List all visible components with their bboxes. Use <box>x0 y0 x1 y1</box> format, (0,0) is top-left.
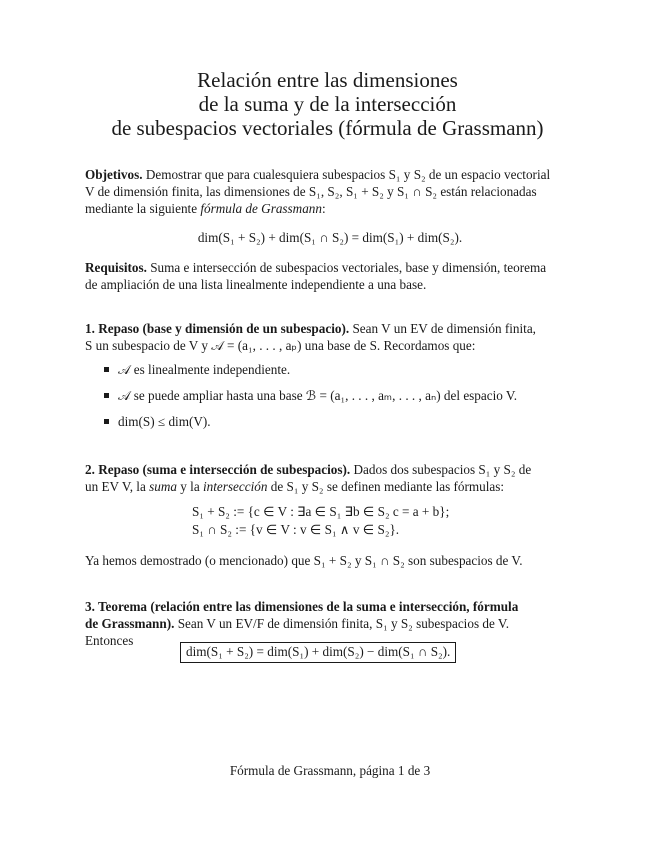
page-footer: Fórmula de Grassmann, página 1 de 3 <box>229 763 431 778</box>
bullet-icon <box>104 419 109 424</box>
section-2-text-2e: de S₁ y S₂ se definen mediante las fórmulas: <box>270 479 505 494</box>
section-2-definitions <box>192 503 449 539</box>
section-2-heading: 2. Repaso (suma e intersección de subespacios). <box>85 462 351 477</box>
title-line-1: Relación entre las dimensiones <box>197 68 458 92</box>
grassmann-formula: dim(S₁ + S₂) = dim(S₁) + dim(S₂) − dim(S₁ ∩ S₂). <box>186 644 451 659</box>
objetivos-text-2: V de dimensión finita, las dimensiones de S₁, S₂, S₁ + S₂ y S₁ ∩ S₂ están relacionadas <box>85 184 537 199</box>
document-title <box>60 68 595 140</box>
section-3-heading-2: de Grassmann). <box>85 616 175 631</box>
section-1-heading: 1. Repaso (base y dimensión de un subespacio). <box>85 321 350 336</box>
objetivos-text-3b: fórmula de Grassmann <box>200 201 322 216</box>
list-item: dim(S) ≤ dim(V). <box>104 414 211 430</box>
objetivos-text-3c: : <box>321 201 326 216</box>
bullet-icon <box>104 367 109 372</box>
section-3-text-1: Sean V un EV/F de dimensión finita, S₁ y S₂ subespacios de V. <box>177 616 509 631</box>
section-2-conclusion <box>85 552 575 569</box>
title-line-2: de la suma y de la intersección <box>198 92 457 116</box>
section-3-heading-1: 3. Teorema (relación entre las dimensiones de la suma e intersección, fórmula <box>85 599 519 614</box>
section-2-text-2c: y la <box>180 479 200 494</box>
objetivos-text-1: Demostrar que para cualesquiera subespacios S₁ y S₂ de un espacio vectorial <box>145 167 551 182</box>
section-1-text-1: Sean V un EV de dimensión finita, <box>352 321 536 336</box>
requisitos-text-1: Suma e intersección de subespacios vectoriales, base y dimensión, teorema <box>150 260 547 275</box>
section-1-paragraph <box>85 320 575 354</box>
section-3-text-2: Entonces <box>85 633 134 648</box>
section-2-text-3: Ya hemos demostrado (o mencionado) que S₁ + S₂ y S₁ ∩ S₂ son subespacios de V. <box>85 553 523 568</box>
section-2-text-2d: intersección <box>202 479 268 494</box>
definition-sum: S₁ + S₂ := {c ∈ V : ∃a ∈ S₁ ∃b ∈ S₂ c = a + b}; <box>192 504 450 519</box>
objetivos-text-3a: mediante la siguiente <box>85 201 198 216</box>
objetivos-paragraph <box>85 166 575 217</box>
objetivos-label: Objetivos. <box>85 167 143 182</box>
requisitos-text-2: de ampliación de una lista linealmente independiente a una base. <box>85 277 427 292</box>
bullet-icon <box>104 393 109 398</box>
list-item: 𝒜 se puede ampliar hasta una base ℬ = (a₁, . . . , aₘ, . . . , aₙ) del espacio V. <box>104 388 517 404</box>
section-2-text-1: Dados dos subespacios S₁ y S₂ de <box>353 462 532 477</box>
requisitos-paragraph <box>85 259 575 293</box>
requisitos-label: Requisitos. <box>85 260 147 275</box>
section-2-paragraph <box>85 461 575 495</box>
main-formula: dim(S₁ + S₂) + dim(S₁ ∩ S₂) = dim(S₁) + dim(S₂). <box>197 230 463 245</box>
definition-intersection: S₁ ∩ S₂ := {v ∈ V : v ∈ S₁ ∧ v ∈ S₂}. <box>192 522 400 537</box>
section-2-text-2b: suma <box>149 479 177 494</box>
section-1-text-2: S un subespacio de V y 𝒜 = (a₁, . . . , aₚ) una base de S. Recordamos que: <box>85 338 476 353</box>
section-2-text-2a: un EV V, la <box>85 479 146 494</box>
list-item: 𝒜 es linealmente independiente. <box>104 362 290 378</box>
title-line-3: de subespacios vectoriales (fórmula de Grassmann) <box>111 116 544 140</box>
grassmann-formula-box <box>180 642 456 663</box>
